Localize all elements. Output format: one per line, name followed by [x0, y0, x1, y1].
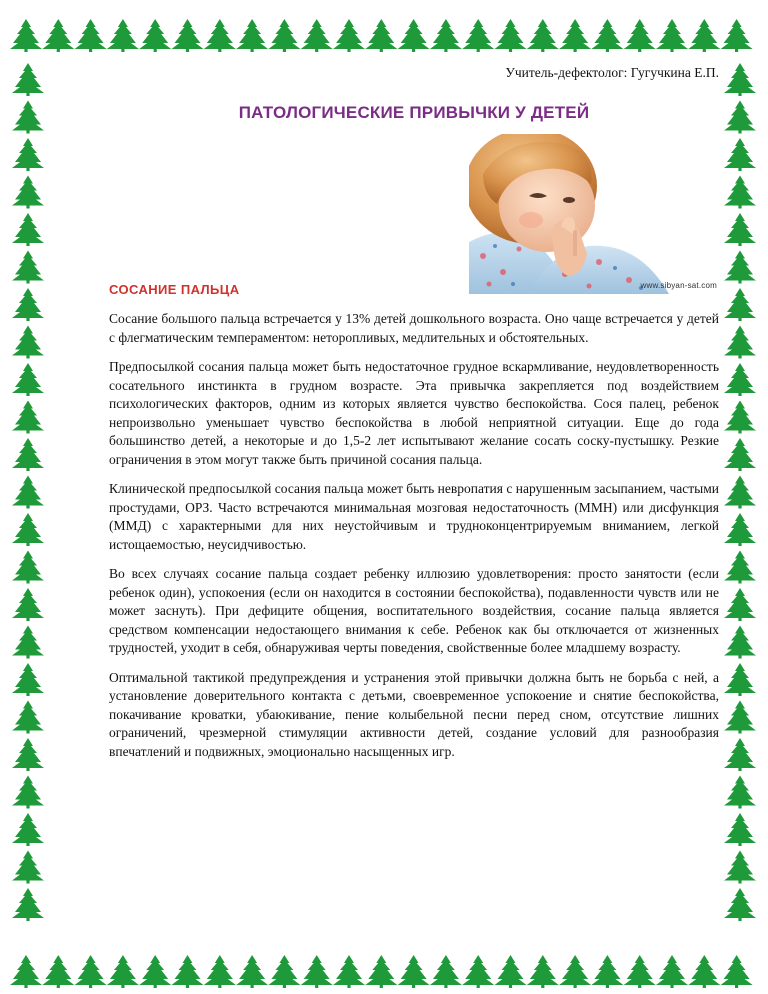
fir-tree-icon [172, 955, 204, 988]
fir-tree-icon [268, 955, 300, 988]
fir-tree-icon [724, 251, 756, 284]
fir-tree-icon [724, 513, 756, 546]
fir-tree-icon [236, 955, 268, 988]
fir-tree-icon [172, 19, 204, 52]
paragraph: Оптимальной тактикой предупреждения и устранения этой привычки должна быть не борьба с ней, а установление доверительного контакта с детьми, своевременное успокоение и снятие беспокойства, покачивание кроватки, убаюкивание, пение колыбельной песни перед сном, отсутствие лишних ограничений, чрезмерной стимуляции активности детей, создание условий для разнообразия впечатлений и подвижных, эмоционально насыщенных игр. [109, 669, 719, 759]
fir-tree-icon [268, 19, 300, 52]
fir-tree-icon [236, 19, 268, 52]
fir-tree-icon [724, 626, 756, 659]
fir-tree-icon [724, 176, 756, 209]
fir-tree-icon [724, 551, 756, 584]
fir-tree-icon [12, 401, 44, 434]
fir-tree-icon [12, 138, 44, 171]
fir-tree-icon [656, 955, 688, 988]
fir-tree-icon [724, 776, 756, 809]
fir-tree-icon [75, 19, 107, 52]
fir-tree-icon [591, 19, 623, 52]
fir-tree-icon [75, 955, 107, 988]
paragraph: Клинической предпосылкой сосания пальца может быть невропатия с нарушенным засыпанием, частыми простудами, ОРЗ. Часто встречаются минимальная мозговая недостаточность (ММН) или дисфункция (ММД) с характерными для них неустойчивым и трудноконцентрируемым вниманием, легкой истощаемостью, неусидчивостью. [109, 481, 719, 552]
fir-tree-icon [12, 251, 44, 284]
fir-tree-icon [10, 955, 42, 988]
fir-tree-icon [724, 401, 756, 434]
border-right-trees [724, 63, 756, 921]
fir-tree-icon [12, 588, 44, 621]
border-left-trees [12, 63, 44, 921]
fir-tree-icon [12, 213, 44, 246]
paragraph: Сосание большого пальца встречается у 13% детей дошкольного возраста. Оно чаще встречается у детей с флегматическим темпераментом: неторопливых, медлительных и обстоятельных. [109, 311, 719, 345]
fir-tree-icon [495, 19, 527, 52]
fir-tree-icon [624, 955, 656, 988]
fir-tree-icon [430, 955, 462, 988]
fir-tree-icon [721, 19, 753, 52]
fir-tree-icon [430, 19, 462, 52]
fir-tree-icon [301, 955, 333, 988]
fir-tree-icon [12, 176, 44, 209]
border-bottom-trees [10, 955, 753, 988]
fir-tree-icon [42, 955, 74, 988]
fir-tree-icon [12, 813, 44, 846]
fir-tree-icon [365, 19, 397, 52]
fir-tree-icon [12, 663, 44, 696]
fir-tree-icon [624, 19, 656, 52]
fir-tree-icon [724, 101, 756, 134]
fir-tree-icon [724, 476, 756, 509]
fir-tree-icon [527, 19, 559, 52]
fir-tree-icon [724, 63, 756, 96]
fir-tree-icon [688, 19, 720, 52]
fir-tree-icon [724, 701, 756, 734]
fir-tree-icon [724, 888, 756, 921]
fir-tree-icon [204, 19, 236, 52]
body-text [109, 310, 719, 772]
fir-tree-icon [12, 738, 44, 771]
child-thumb-sucking-image [469, 134, 723, 294]
fir-tree-icon [107, 955, 139, 988]
fir-tree-icon [12, 888, 44, 921]
fir-tree-icon [724, 138, 756, 171]
fir-tree-icon [365, 955, 397, 988]
photo-caption: www.sibyan-sat.com [640, 281, 717, 290]
border-top-trees [10, 19, 753, 52]
fir-tree-icon [462, 19, 494, 52]
fir-tree-icon [10, 19, 42, 52]
fir-tree-icon [724, 288, 756, 321]
fir-tree-icon [301, 19, 333, 52]
fir-tree-icon [107, 19, 139, 52]
fir-tree-icon [724, 438, 756, 471]
fir-tree-icon [333, 19, 365, 52]
author-line: Учитель-дефектолог: Гугучкина Е.П. [505, 65, 719, 80]
fir-tree-icon [12, 438, 44, 471]
paragraph: Во всех случаях сосание пальца создает ребенку иллюзию удовлетворения: просто занятости (если ребенок один), успокоения (если он находится в состоянии беспокойства), подавленности чувств или не может заснуть). При дефиците общения, воспитательного воздействия, сосание пальца является средством компенсации недостающего внимания к себе. Ребенок как бы отключается от жизненных трудностей, уходит в себя, обнаруживая черты поведения, свойственные более младшему возрасту. [109, 566, 719, 655]
fir-tree-icon [139, 19, 171, 52]
fir-tree-icon [12, 476, 44, 509]
fir-tree-icon [724, 588, 756, 621]
child-photo [469, 134, 723, 294]
fir-tree-icon [724, 213, 756, 246]
fir-tree-icon [398, 19, 430, 52]
fir-tree-icon [12, 101, 44, 134]
fir-tree-icon [12, 326, 44, 359]
fir-tree-icon [12, 363, 44, 396]
fir-tree-icon [724, 738, 756, 771]
paragraph: Предпосылкой сосания пальца может быть недостаточное грудное вскармливание, неудовлетворенность сосательного инстинкта в грудном возрасте. Эта привычка закрепляется под воздействием психологических факторов, одним из которых является чувство беспокойства. Сося палец, ребенок непроизвольно уменьшает чувство беспокойства в любой неприятной ситуации. Еще до года большинство детей, а некоторые и до 1,5-2 лет испытывают желание сосать соску-пустышку. Резкие ограничения в этом могут также быть причиной сосания пальца. [109, 359, 719, 467]
fir-tree-icon [12, 63, 44, 96]
fir-tree-icon [333, 955, 365, 988]
fir-tree-icon [724, 851, 756, 884]
fir-tree-icon [721, 955, 753, 988]
fir-tree-icon [527, 955, 559, 988]
fir-tree-icon [724, 326, 756, 359]
fir-tree-icon [688, 955, 720, 988]
fir-tree-icon [12, 701, 44, 734]
fir-tree-icon [656, 19, 688, 52]
fir-tree-icon [398, 955, 430, 988]
fir-tree-icon [12, 551, 44, 584]
fir-tree-icon [42, 19, 74, 52]
section-heading: СОСАНИЕ ПАЛЬЦА [109, 282, 240, 297]
fir-tree-icon [724, 363, 756, 396]
fir-tree-icon [204, 955, 236, 988]
fir-tree-icon [12, 776, 44, 809]
fir-tree-icon [12, 288, 44, 321]
fir-tree-icon [559, 955, 591, 988]
fir-tree-icon [139, 955, 171, 988]
document-page [109, 60, 719, 759]
fir-tree-icon [724, 813, 756, 846]
fir-tree-icon [12, 851, 44, 884]
fir-tree-icon [724, 663, 756, 696]
fir-tree-icon [559, 19, 591, 52]
fir-tree-icon [591, 955, 623, 988]
fir-tree-icon [12, 513, 44, 546]
fir-tree-icon [462, 955, 494, 988]
document-title: ПАТОЛОГИЧЕСКИЕ ПРИВЫЧКИ У ДЕТЕЙ [238, 103, 590, 122]
fir-tree-icon [12, 626, 44, 659]
fir-tree-icon [495, 955, 527, 988]
